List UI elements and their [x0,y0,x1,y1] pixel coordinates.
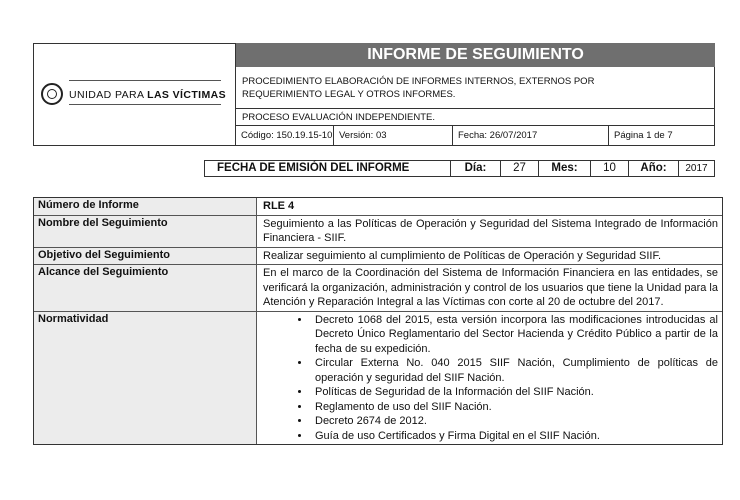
report-table [33,197,723,445]
table-row [34,248,722,266]
logo: UNIDAD PARA LAS VÍCTIMAS [69,89,227,101]
version-field: Versión: 03 [334,126,453,146]
procedure-name: PROCEDIMIENTO ELABORACIÓN DE INFORMES INTERNOS, EXTERNOS POR REQUERIMIENTO LEGAL Y OTROS INFORMES. [236,67,715,109]
follow-up-objective: Realizar seguimiento al cumplimiento de Políticas de Operación y Seguridad SIIF. [263,249,662,262]
report-number: RLE 4 [263,200,295,212]
code-field: Código: 150.19.15-10 [236,126,334,146]
table-row [34,216,722,248]
table-row [34,265,722,312]
list-item: • Políticas de Seguridad de la Información del SIIF Nación. [311,385,718,400]
row-label: Alcance del Seguimiento [34,265,257,311]
year-label: Año: [629,161,679,176]
day-value: 27 [501,161,539,176]
regulations [257,312,722,445]
date-field: Fecha: 26/07/2017 [453,126,609,146]
seal-icon [41,83,63,105]
emission-date-row [204,160,715,177]
row-label: Normatividad [34,312,257,445]
meta-row [236,126,715,146]
process-name: PROCESO EVALUACIÓN INDEPENDIENTE. [236,109,715,126]
follow-up-scope: En el marco de la Coordinación del Sistema de Información Financiera en las entidades, se verificará la organización, administración y control de los usuarios que tiene la Unidad para la Atención y Reparación Integral a las Víctimas con corte al 20 de octubre del 2017. [263,267,718,308]
document-title: INFORME DE SEGUIMIENTO [236,43,715,67]
list-item: • Reglamento de uso del SIIF Nación. [311,400,718,415]
list-item: • Decreto 2674 de 2012. [311,414,718,429]
list-item: • Circular Externa No. 040 2015 SIIF Nación, Cumplimiento de políticas de operación y seguridad del SIIF Nación. [311,356,718,385]
list-item: • Guía de uso Certificados y Firma Digital en el SIIF Nación. [311,429,718,444]
list-item: • Decreto 1068 del 2015, esta versión incorpora las modificaciones introducidas al Decreto Único Reglamentario del Sector Hacienda y Crédito Público a partir de la fecha de su expedición. [311,313,718,357]
emission-label: FECHA DE EMISIÓN DEL INFORME [205,161,451,176]
month-value: 10 [591,161,629,176]
month-label: Mes: [539,161,591,176]
year-value: 2017 [685,163,708,174]
logo-cell [33,43,236,146]
day-label: Día: [451,161,501,176]
follow-up-name: Seguimiento a las Políticas de Operación y Seguridad del Sistema Integrado de Información Financiera - SIIF. [263,217,718,244]
regulations-list [263,313,718,444]
row-label: Nombre del Seguimiento [34,216,257,247]
table-row [34,312,722,445]
row-label: Objetivo del Seguimiento [34,248,257,265]
page-number: Página 1 de 7 [614,130,673,141]
table-row [34,198,722,216]
row-label: Número de Informe [34,198,257,215]
